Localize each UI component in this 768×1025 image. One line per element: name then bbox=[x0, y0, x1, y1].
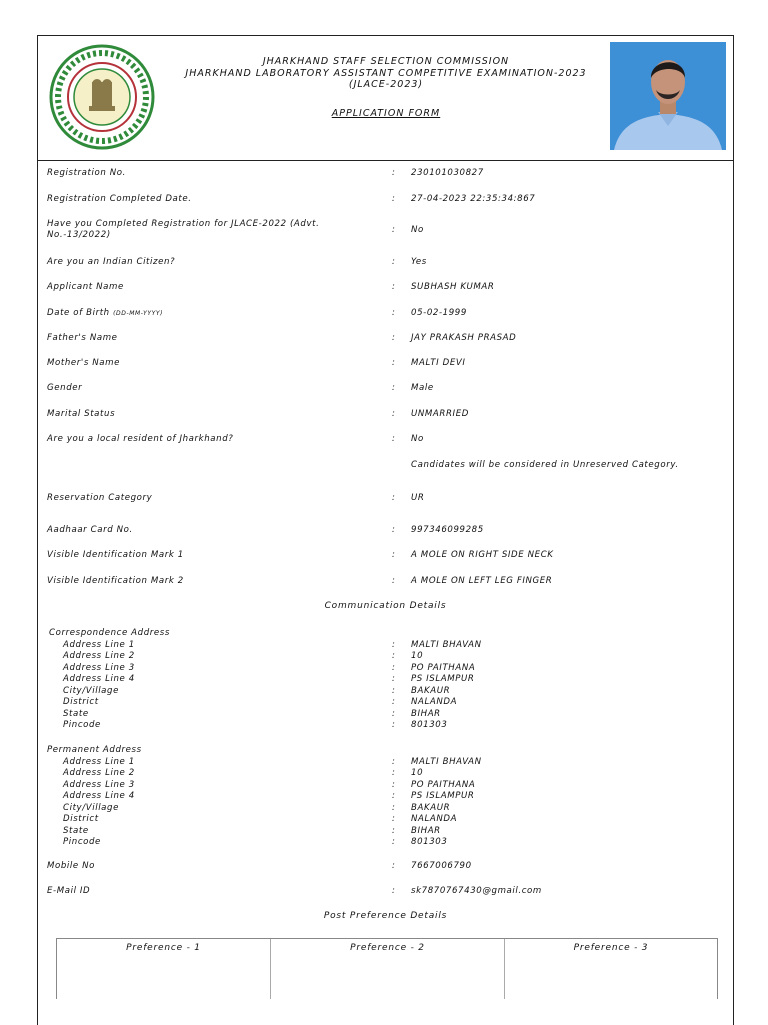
field-value: JAY PRAKASH PRASAD bbox=[411, 333, 517, 343]
colon: : bbox=[392, 674, 396, 684]
field-value: 997346099285 bbox=[411, 525, 484, 535]
address-label: Address Line 4 bbox=[63, 674, 135, 684]
field-value: 05-02-1999 bbox=[411, 308, 467, 318]
field-label: Aadhaar Card No. bbox=[47, 525, 133, 535]
post-preference-heading: Post Preference Details bbox=[323, 911, 448, 921]
field-label: Applicant Name bbox=[47, 282, 124, 292]
address-label: District bbox=[63, 697, 99, 707]
field-value: 7667006790 bbox=[411, 861, 472, 871]
field-label: Mother's Name bbox=[47, 358, 121, 368]
colon: : bbox=[392, 194, 396, 204]
field-label: Are you an Indian Citizen? bbox=[47, 257, 176, 267]
colon: : bbox=[392, 358, 396, 368]
field-label: Reservation Category bbox=[47, 493, 153, 503]
application-sheet bbox=[37, 35, 734, 1025]
address-value: 801303 bbox=[411, 720, 448, 730]
field-label: E-Mail ID bbox=[47, 886, 91, 896]
colon: : bbox=[392, 685, 396, 696]
field-value: A MOLE ON LEFT LEG FINGER bbox=[411, 576, 553, 586]
colon: : bbox=[392, 825, 396, 836]
address-value: BAKAUR bbox=[411, 802, 451, 813]
address-value: PO PAITHANA bbox=[411, 662, 476, 673]
field-label: Registration Completed Date. bbox=[47, 194, 192, 204]
colon: : bbox=[392, 168, 396, 178]
field-value: No bbox=[411, 434, 424, 444]
address-label: Address Line 4 bbox=[63, 791, 135, 801]
field-label: Mobile No bbox=[47, 861, 96, 871]
address-value: BIHAR bbox=[411, 708, 441, 719]
address-label: District bbox=[63, 814, 99, 824]
colon: : bbox=[392, 409, 396, 419]
preference-3-header: Preference - 3 bbox=[573, 943, 649, 953]
address-label: Address Line 3 bbox=[63, 662, 135, 673]
colon: : bbox=[392, 720, 396, 730]
colon: : bbox=[392, 779, 396, 790]
permanent-values bbox=[411, 757, 482, 849]
field-label bbox=[47, 308, 347, 319]
field-label: Are you a local resident of Jharkhand? bbox=[47, 434, 234, 444]
address-label: Address Line 3 bbox=[63, 779, 135, 790]
dob-format-hint: (DD-MM-YYYY) bbox=[113, 310, 164, 317]
permanent-address bbox=[47, 745, 142, 849]
address-value: PS ISLAMPUR bbox=[411, 791, 475, 801]
field-value: A MOLE ON RIGHT SIDE NECK bbox=[411, 550, 554, 560]
address-value: 10 bbox=[411, 651, 424, 661]
colon: : bbox=[392, 697, 396, 707]
address-value: MALTI BHAVAN bbox=[411, 639, 482, 650]
colon: : bbox=[392, 639, 396, 650]
commission-name: JHARKHAND STAFF SELECTION COMMISSION bbox=[262, 56, 510, 67]
field-value: SUBHASH KUMAR bbox=[411, 282, 495, 292]
field-value: 230101030827 bbox=[411, 168, 484, 178]
address-label: State bbox=[63, 708, 89, 719]
preference-1-header: Preference - 1 bbox=[57, 939, 271, 999]
colon: : bbox=[392, 861, 396, 871]
address-label: City/Village bbox=[63, 802, 119, 813]
address-value: 801303 bbox=[411, 837, 448, 847]
form-header bbox=[38, 36, 733, 161]
colon: : bbox=[392, 837, 396, 847]
address-value: NALANDA bbox=[411, 697, 458, 707]
address-value: PO PAITHANA bbox=[411, 779, 476, 790]
colon: : bbox=[392, 708, 396, 719]
field-value: 27-04-2023 22:35:34:867 bbox=[411, 194, 536, 204]
field-value: Male bbox=[411, 383, 434, 393]
header-titles bbox=[168, 56, 604, 119]
exam-code: (JLACE-2023) bbox=[348, 79, 424, 90]
field-label: Gender bbox=[47, 383, 83, 393]
colon: : bbox=[392, 886, 396, 896]
colon: : bbox=[392, 576, 396, 586]
address-value: 10 bbox=[411, 768, 424, 778]
field-value: Yes bbox=[411, 257, 427, 267]
correspondence-title: Correspondence Address bbox=[49, 628, 170, 638]
field-label: Have you Completed Registration for JLACE-2022 (Advt. No.-13/2022) bbox=[47, 219, 320, 240]
colon: : bbox=[392, 282, 396, 292]
colon: : bbox=[392, 257, 396, 267]
permanent-title: Permanent Address bbox=[47, 745, 142, 755]
address-value: PS ISLAMPUR bbox=[411, 674, 475, 684]
address-value: BAKAUR bbox=[411, 685, 451, 696]
address-value: BIHAR bbox=[411, 825, 441, 836]
colon: : bbox=[392, 493, 396, 503]
field-value: sk7870767430@gmail.com bbox=[411, 886, 542, 896]
form-title: APPLICATION FORM bbox=[331, 107, 441, 119]
field-label: Registration No. bbox=[47, 168, 126, 178]
field-label: Visible Identification Mark 2 bbox=[47, 576, 184, 586]
applicant-photo bbox=[610, 42, 726, 150]
colon: : bbox=[392, 434, 396, 444]
field-value: UR bbox=[411, 493, 425, 503]
colon: : bbox=[392, 525, 396, 535]
colon: : bbox=[392, 225, 396, 235]
colon: : bbox=[392, 662, 396, 673]
address-label: Address Line 1 bbox=[63, 756, 135, 767]
colon: : bbox=[392, 814, 396, 824]
dob-label: Date of Birth bbox=[47, 308, 110, 318]
post-preference-table bbox=[56, 938, 718, 999]
address-label: Address Line 2 bbox=[63, 651, 135, 661]
communication-details-heading: Communication Details bbox=[324, 601, 447, 611]
address-label: City/Village bbox=[63, 685, 119, 696]
colon: : bbox=[392, 791, 396, 801]
colon: : bbox=[392, 550, 396, 560]
address-value: MALTI BHAVAN bbox=[411, 756, 482, 767]
address-label: Pincode bbox=[63, 720, 101, 730]
field-label: Visible Identification Mark 1 bbox=[47, 550, 184, 560]
field-label: Father's Name bbox=[47, 333, 118, 343]
colon: : bbox=[392, 383, 396, 393]
jharkhand-emblem-logo bbox=[47, 44, 157, 150]
address-value: NALANDA bbox=[411, 814, 458, 824]
colon: : bbox=[392, 768, 396, 778]
address-label: Address Line 1 bbox=[63, 639, 135, 650]
colon: : bbox=[392, 756, 396, 767]
colon: : bbox=[392, 802, 396, 813]
field-value: No bbox=[411, 225, 424, 235]
field-label: Marital Status bbox=[47, 409, 116, 419]
colon: : bbox=[392, 308, 396, 318]
address-label: Pincode bbox=[63, 837, 101, 847]
address-label: Address Line 2 bbox=[63, 768, 135, 778]
field-value: MALTI DEVI bbox=[411, 358, 466, 368]
colon: : bbox=[392, 651, 396, 661]
unreserved-note: Candidates will be considered in Unreserved Category. bbox=[411, 460, 679, 470]
correspondence-colons bbox=[392, 640, 396, 732]
colon: : bbox=[392, 333, 396, 343]
correspondence-values bbox=[411, 640, 482, 732]
preference-2-header: Preference - 2 bbox=[271, 939, 505, 999]
exam-name: JHARKHAND LABORATORY ASSISTANT COMPETITIVE EXAMINATION-2023 bbox=[185, 67, 587, 79]
field-value: UNMARRIED bbox=[411, 409, 469, 419]
correspondence-address bbox=[47, 628, 170, 732]
address-label: State bbox=[63, 825, 89, 836]
permanent-colons bbox=[392, 757, 396, 849]
